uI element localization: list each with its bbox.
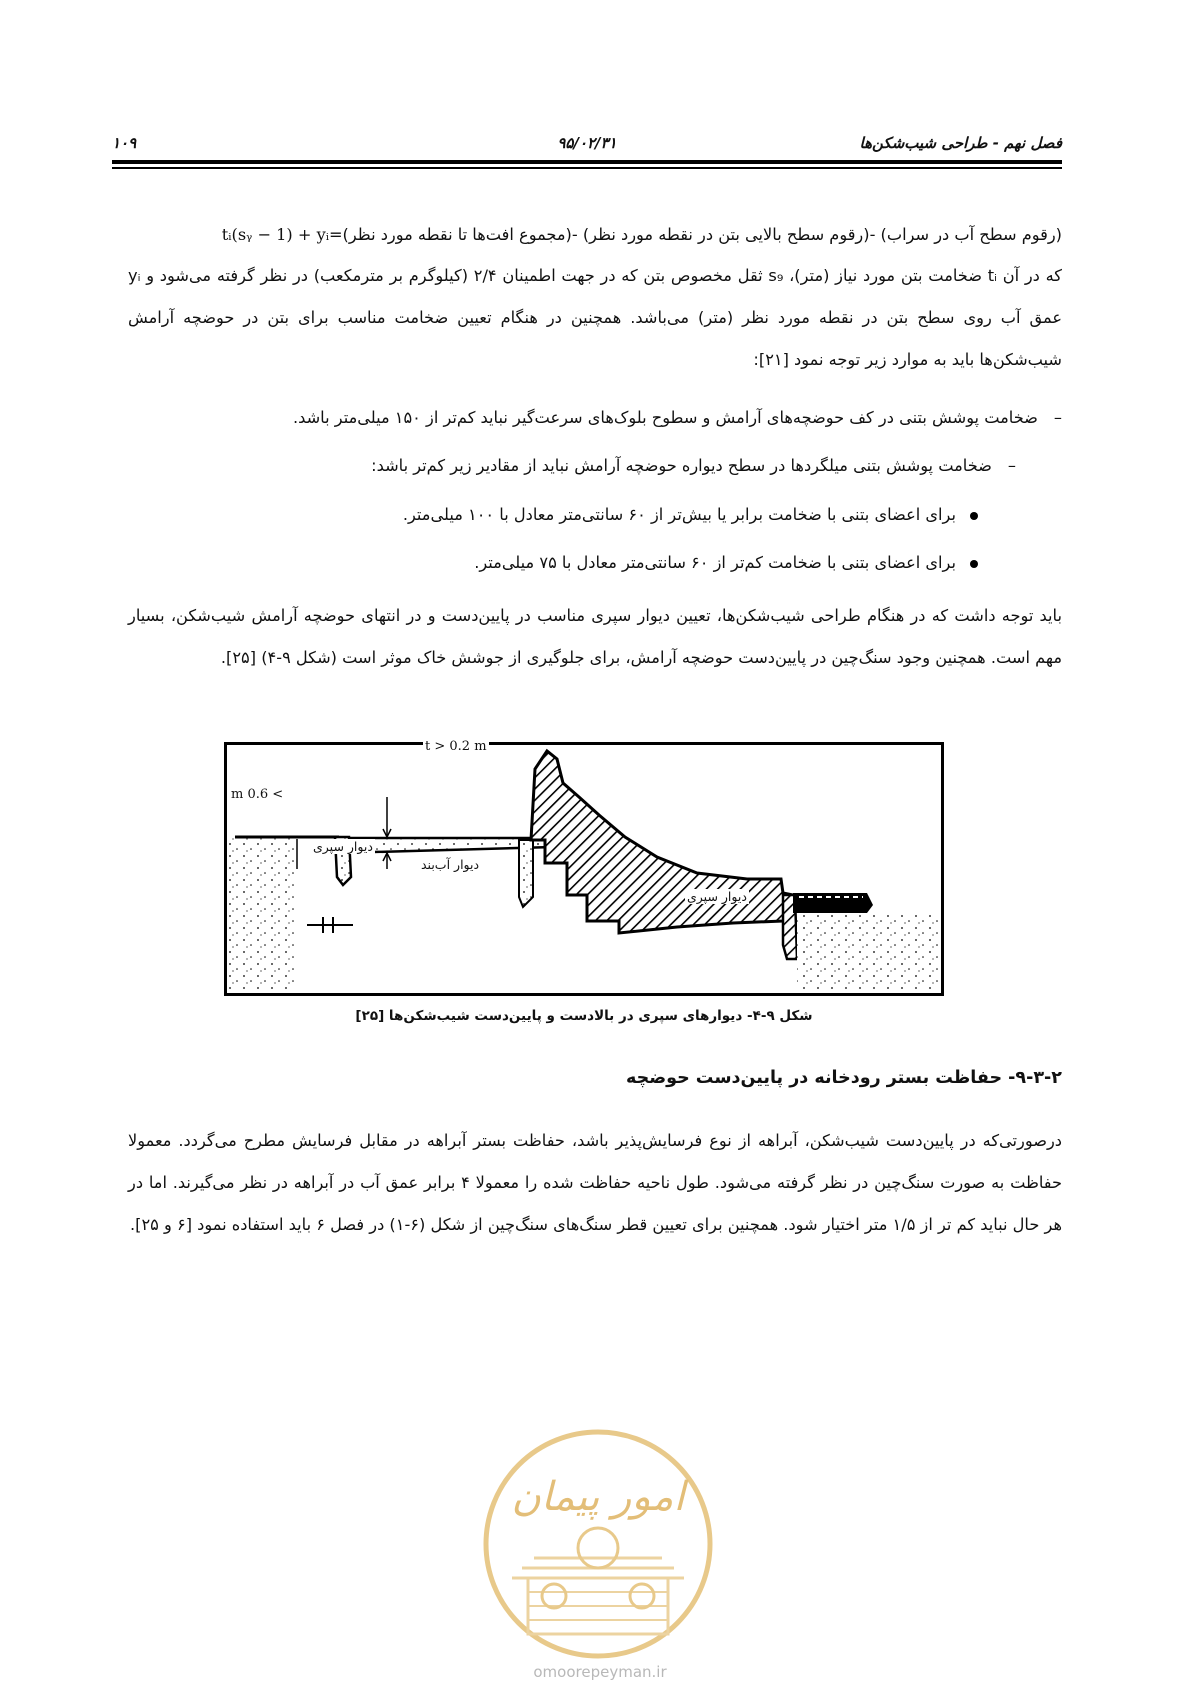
publisher-seal-watermark xyxy=(482,1428,714,1660)
section-heading: ۹-۳-۲- حفاظت بستر رودخانه در پایین‌دست حوضچه xyxy=(626,1068,1062,1088)
label-depth-min: > 0.6 m xyxy=(231,787,284,802)
dash-marker: – xyxy=(1007,456,1016,475)
bullet-dot xyxy=(970,560,978,568)
figure-caption: شکل ۹-۴- دیوارهای سپری در بالادست و پایین‌دست شیب‌شکن‌ها [۲۵] xyxy=(355,1008,813,1024)
label-t-min: t > 0.2 m xyxy=(425,739,487,754)
dash-marker: – xyxy=(1053,408,1062,427)
waterstop-wall xyxy=(519,840,533,907)
svg-text:امور پیمان: امور پیمان xyxy=(511,1474,685,1520)
bullet-text-1: برای اعضای بتنی با ضخامت برابر یا بیش‌تر از ۶۰ سانتی‌متر معادل با ۱۰۰ میلی‌متر. xyxy=(402,505,956,524)
formula-text: (رقوم سطح آب در سراب) -(رقوم سطح بالایی بتن در نقطه مورد نظر) -(مجموع افت‌ها تا نقطه مورد نظر)= xyxy=(328,225,1062,244)
bullet-item-2 xyxy=(474,542,978,584)
chapter-title: فصل نهم - طراحی شیب‌شکن‌ها xyxy=(859,134,1062,152)
website-watermark: omoorepeyman.ir xyxy=(533,1663,667,1681)
bullet-text-2: برای اعضای بتنی با ضخامت کم‌تر از ۶۰ سانتی‌متر معادل با ۷۵ میلی‌متر. xyxy=(474,553,956,572)
header-date: ۹۵/۰۲/۳۱ xyxy=(557,134,617,152)
header-rule-thick xyxy=(112,160,1062,164)
drop-structure-body xyxy=(531,751,793,933)
downstream-ground xyxy=(797,913,941,991)
intro-paragraph: که در آن tᵢ ضخامت بتن مورد نیاز (متر)، s₉ ثقل مخصوص بتن که در جهت اطمینان ۲/۴ (کیلوگرم بر مترمکعب) در نظر گرفته می‌شود و yᵢ عمق آب روی سطح بتن در نقطه مورد نظر (متر) می‌باشد. همچنین در هنگام تعیین ضخامت مناسب برای بتن در حوضچه آرامش شیب‌شکن‌ها باید به موارد زیر توجه نمود [۲۱]: xyxy=(128,266,1062,369)
dash-text-1: ضخامت پوشش بتنی در کف حوضچه‌های آرامش و سطوح بلوک‌های سرعت‌گیر نباید کم‌تر از ۱۵۰ میلی‌متر باشد. xyxy=(292,408,1038,427)
label-downstream-cutoff: دیوار سپری xyxy=(687,889,747,904)
section-paragraph: درصورتی‌که در پایین‌دست شیب‌شکن، آبراهه از نوع فرسایش‌پذیر باشد، حفاظت بستر آبراهه در مقابل فرسایش مطرح می‌گردد. معمولا حفاظت به صورت سنگ‌چین در نظر گرفته می‌شود. طول ناحیه حفاظت شده را معمولا ۴ برابر عمق آب در آبراهه در نظر می‌گیرند. اما در هر حال نباید کم تر از ۱/۵ متر اختیار شود. همچنین برای تعیین قطر سنگ‌های سنگ‌چین از شکل (۶-۱) در فصل ۶ باید استفاده نمود [۶ و ۲۵]. xyxy=(128,1131,1062,1234)
bullet-dot xyxy=(970,512,978,520)
label-waterstop: دیوار آب‌بند xyxy=(421,857,480,872)
cutoff-paragraph: باید توجه داشت که در هنگام طراحی شیب‌شکن‌ها، تعیین دیوار سپری مناسب در پایین‌دست و در انتهای حوضچه آرامش شیب‌شکن، بسیار مهم است. همچنین وجود سنگ‌چین در پایین‌دست حوضچه آرامش، برای جلوگیری از جوشش خاک موثر است (شکل ۹-۴) [۲۵]. xyxy=(128,606,1062,667)
page-number: ۱۰۹ xyxy=(112,134,137,152)
riprap xyxy=(793,893,873,913)
drop-structure-diagram xyxy=(227,745,941,993)
dash-text-2: ضخامت پوشش بتنی میلگردها در سطح دیواره حوضچه آرامش نباید از مقادیر زیر کم‌تر باشد: xyxy=(371,456,992,475)
cutoff-walls-figure xyxy=(224,739,944,996)
dash-item-2 xyxy=(371,445,1016,487)
page-header xyxy=(112,128,1062,162)
formula-line xyxy=(128,214,1062,256)
header-rule-thin xyxy=(112,167,1062,169)
bullet-item-1 xyxy=(403,494,978,536)
label-upstream-cutoff: دیوار سپری xyxy=(313,839,373,854)
upstream-ground xyxy=(227,837,297,991)
formula-math: tᵢ(sᵧ − 1) + yᵢ xyxy=(221,225,329,244)
dash-item-1 xyxy=(128,397,1062,439)
